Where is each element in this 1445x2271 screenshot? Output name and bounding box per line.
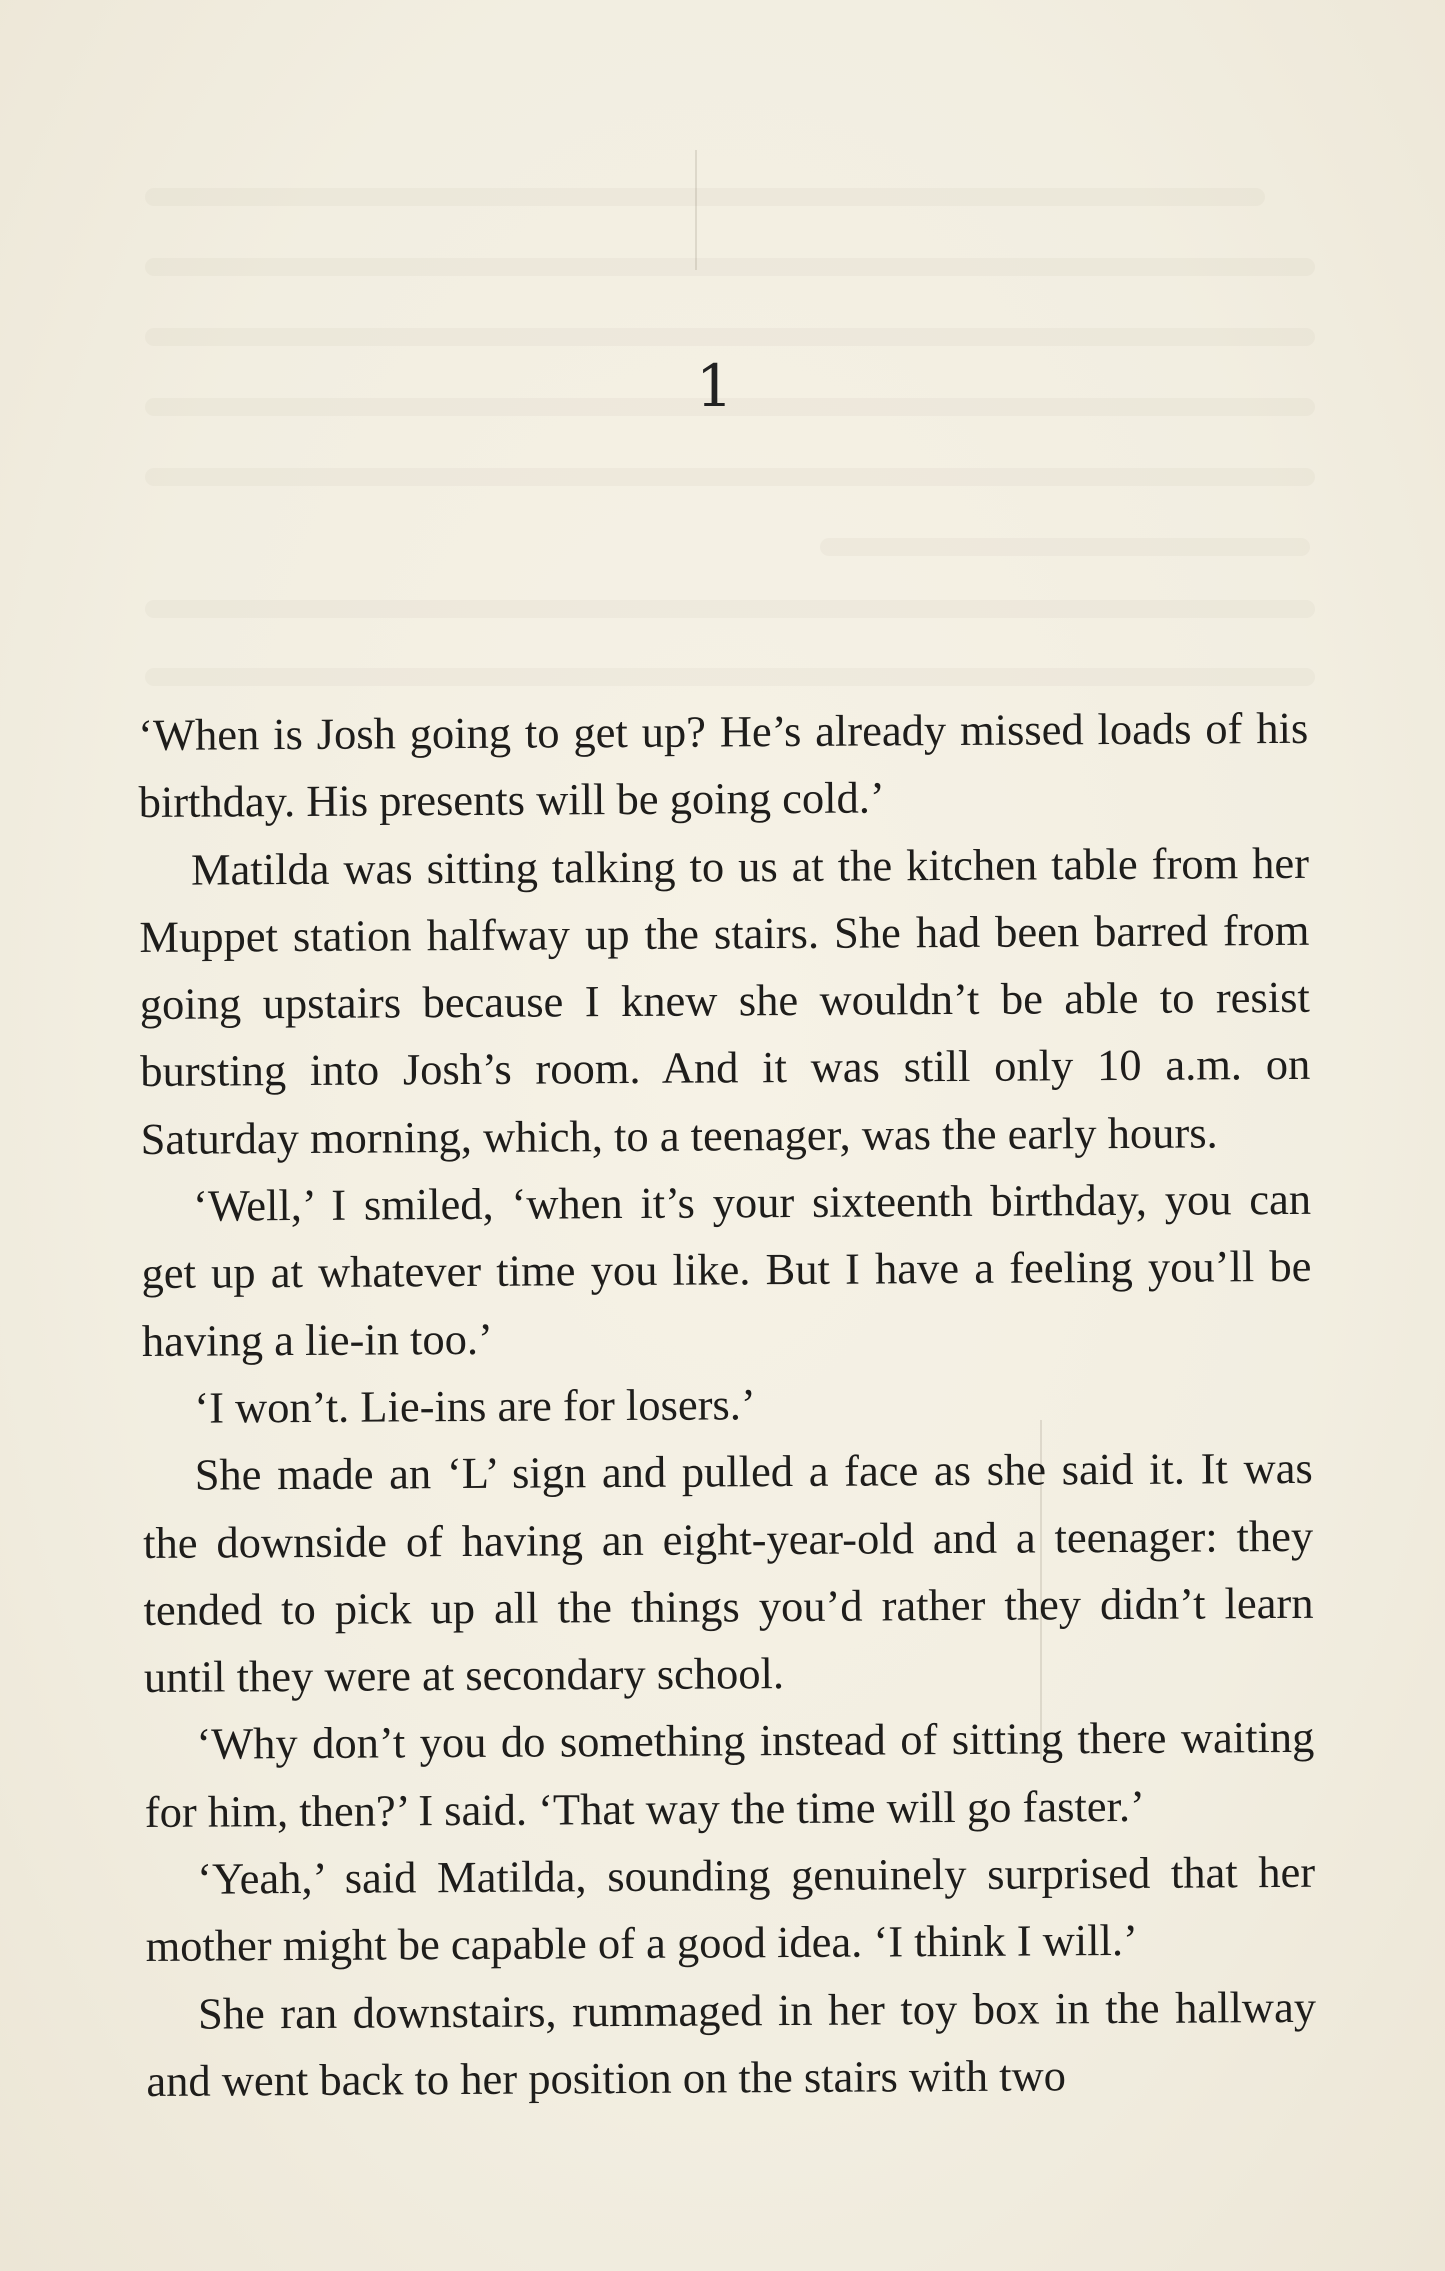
show-through-line xyxy=(145,328,1315,346)
paragraph: ‘When is Josh going to get up? He’s already missed loads of his birthday. His presents will be going cold.’ xyxy=(138,702,1309,828)
paragraph: ‘Yeah,’ said Matilda, sounding genuinely surprised that her mother might be capable of a good idea. ‘I think I will.’ xyxy=(145,1846,1316,1972)
show-through-line xyxy=(820,538,1310,556)
chapter-number: 1 xyxy=(696,352,734,420)
show-through-line xyxy=(145,668,1315,686)
page-crease xyxy=(695,150,697,270)
chapter-body xyxy=(138,695,1317,2115)
paragraph: Matilda was sitting talking to us at the kitchen table from her Muppet station halfway up the stairs. She had been barred from going upstairs because I knew she wouldn’t be able to resist bursting into Josh’s room. And it was still only 10 a.m. on Saturday morning, which, to a teenager, was the early hours. xyxy=(139,837,1311,1164)
show-through-line xyxy=(145,468,1315,486)
show-through-line xyxy=(145,600,1315,618)
paragraph: ‘Why don’t you do something instead of sitting there waiting for him, then?’ I said. ‘That way the time will go faster.’ xyxy=(144,1712,1315,1837)
show-through-line xyxy=(145,188,1265,206)
paragraph: She ran downstairs, rummaged in her toy box in the hallway and went back to her position on the stairs with two xyxy=(146,1981,1317,2106)
paragraph: She made an ‘L’ sign and pulled a face as she said it. It was the downside of having an eight-year-old and a teenager: they tended to pick up all the things you’d rather they didn’t learn until they were at secondary school. xyxy=(142,1443,1314,1703)
paragraph: ‘Well,’ I smiled, ‘when it’s your sixteenth birthday, you can get up at whatever time you like. But I have a feeling you’ll be having a lie-in too.’ xyxy=(141,1173,1312,1366)
show-through-line xyxy=(145,258,1315,276)
paragraph: ‘I won’t. Lie-ins are for losers.’ xyxy=(194,1379,756,1433)
